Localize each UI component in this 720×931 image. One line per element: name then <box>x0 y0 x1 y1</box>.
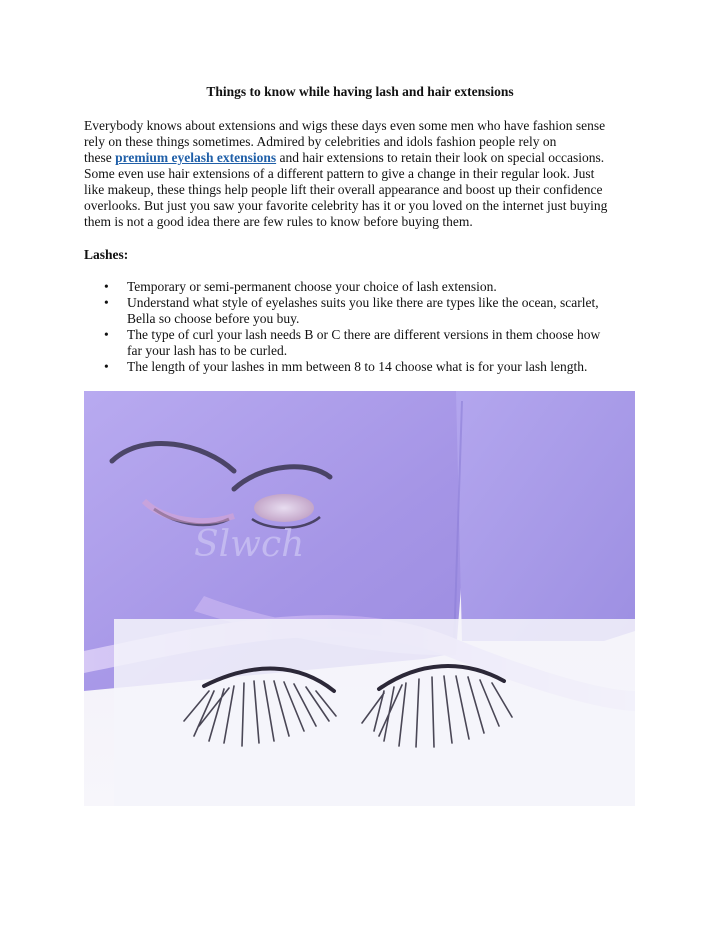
lashes-heading: Lashes: <box>84 247 129 262</box>
intro-line-1: Everybody knows about extensions and wigs these days even some men who have fashion sense <box>84 118 606 133</box>
bullet-icon: • <box>104 327 109 342</box>
bullet-icon: • <box>104 295 109 310</box>
intro-line-3-suffix: and hair extensions to retain their look on special occasions. <box>276 150 605 165</box>
brand-script-logo: Slwch <box>194 524 305 565</box>
intro-line-5: like makeup, these things help people lift their overall appearance and boost up their confidence <box>84 182 603 197</box>
premium-eyelash-extensions-link[interactable]: premium eyelash extensions <box>115 150 277 165</box>
acrylic-tray <box>114 619 635 806</box>
list-item <box>84 327 644 359</box>
list-item-text: Temporary or semi-permanent choose your choice of lash extension. <box>127 279 497 294</box>
document-title: Things to know while having lash and hair extensions <box>206 84 514 99</box>
list-item-text-continued: Bella so choose before you buy. <box>127 311 300 326</box>
intro-line-7: them is not a good idea there are few rules to know before buying them. <box>84 214 473 229</box>
list-item <box>84 279 644 295</box>
lashes-bullet-list <box>84 279 644 375</box>
intro-line-3-prefix: these <box>84 150 116 165</box>
intro-line-3 <box>84 150 644 166</box>
list-item-text: Understand what style of eyelashes suits you like there are types like the ocean, scarlet, <box>127 295 599 310</box>
lash-box-right <box>456 391 635 641</box>
intro-paragraph <box>84 118 644 230</box>
bullet-icon: • <box>104 279 109 294</box>
list-item <box>84 359 644 375</box>
eyelash-product-photo <box>84 391 635 806</box>
intro-line-2: rely on these things sometimes. Admired by celebrities and idols fashion people rely on <box>84 134 557 149</box>
intro-line-4: Some even use hair extensions of a different pattern to give a change in their regular look. Just <box>84 166 595 181</box>
bullet-icon: • <box>104 359 109 374</box>
list-item <box>84 295 644 327</box>
list-item-text: The length of your lashes in mm between 8 to 14 choose what is for your lash length. <box>127 359 588 374</box>
intro-line-6: overlooks. But just you saw your favorite celebrity has it or you loved on the internet just buying <box>84 198 608 213</box>
list-item-text-continued: far your lash has to be curled. <box>127 343 288 358</box>
list-item-text: The type of curl your lash needs B or C there are different versions in them choose how <box>127 327 601 342</box>
